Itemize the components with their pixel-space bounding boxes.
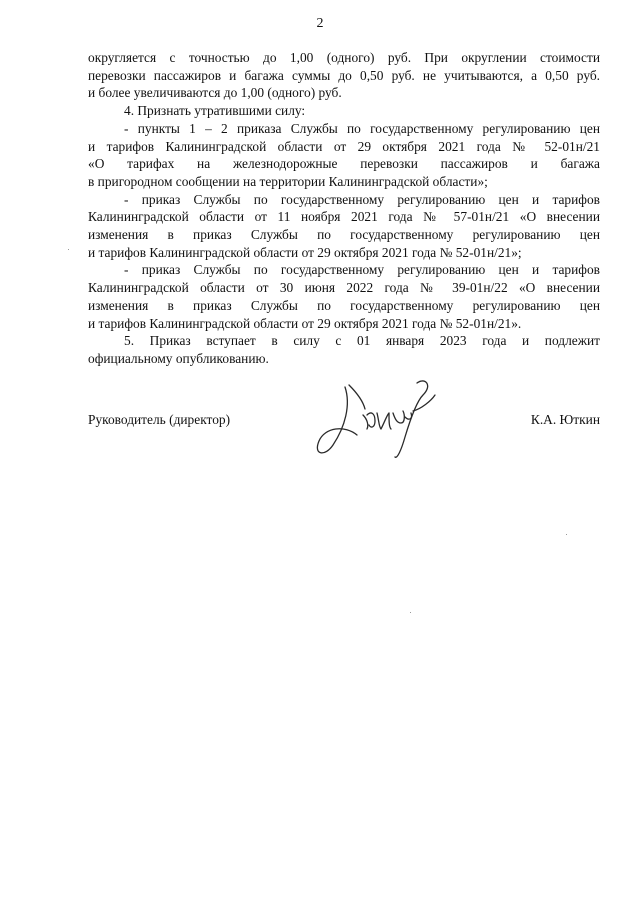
signature-block [88,412,600,436]
list-item-line: - пункты 1 – 2 приказа Службы по государственному регулированию цен [124,120,600,136]
list-item-line: Калининградской области от 30 июня 2022 года № 39-01н/22 «О внесении [88,280,600,296]
list-item-line: в пригородном сообщении на территории Калининградской области»; [88,173,488,189]
scan-speck [68,249,69,250]
section-5-line: официальному опубликованию. [88,350,269,366]
section-4-heading: 4. Признать утратившими силу: [124,103,306,119]
signer-name: К.А. Юткин [530,412,600,427]
paragraph-line: перевозки пассажиров и багажа суммы до 0,50 руб. не учитываются, а 0,50 руб. [88,67,600,83]
list-item-line: Калининградской области от 11 ноября 2021 года № 57-01н/21 «О внесении [88,209,600,225]
scan-speck [410,612,411,613]
list-item-line: «О тарифах на железнодорожные перевозки пассажиров и багажа [88,156,600,172]
list-item-line: - приказ Службы по государственному регулированию цен и тарифов [124,191,600,207]
scan-speck [566,534,567,535]
list-item-line: изменения в приказ Службы по государственному регулированию цен [88,297,600,313]
list-item-line: и тарифов Калининградской области от 29 октября 2021 года № 52-01н/21». [88,315,522,331]
signer-position: Руководитель (директор) [88,412,231,427]
list-item-line: изменения в приказ Службы по государственному регулированию цен [88,227,600,243]
document-body [88,49,600,368]
list-item-line: - приказ Службы по государственному регулированию цен и тарифов [124,262,600,278]
paragraph-line: округляется с точностью до 1,00 (одного) руб. При округлении стоимости [88,50,600,65]
page-number: 2 [316,16,324,31]
section-5-line: 5. Приказ вступает в силу с 01 января 2023 года и подлежит [124,333,600,349]
list-item-line: и тарифов Калининградской области от 29 октября 2021 года № 52-01н/21 [88,138,600,154]
list-item-line: и тарифов Калининградской области от 29 октября 2021 года № 52-01н/21»; [88,244,522,260]
paragraph-line: и более увеличиваются до 1,00 (одного) руб. [88,85,342,101]
